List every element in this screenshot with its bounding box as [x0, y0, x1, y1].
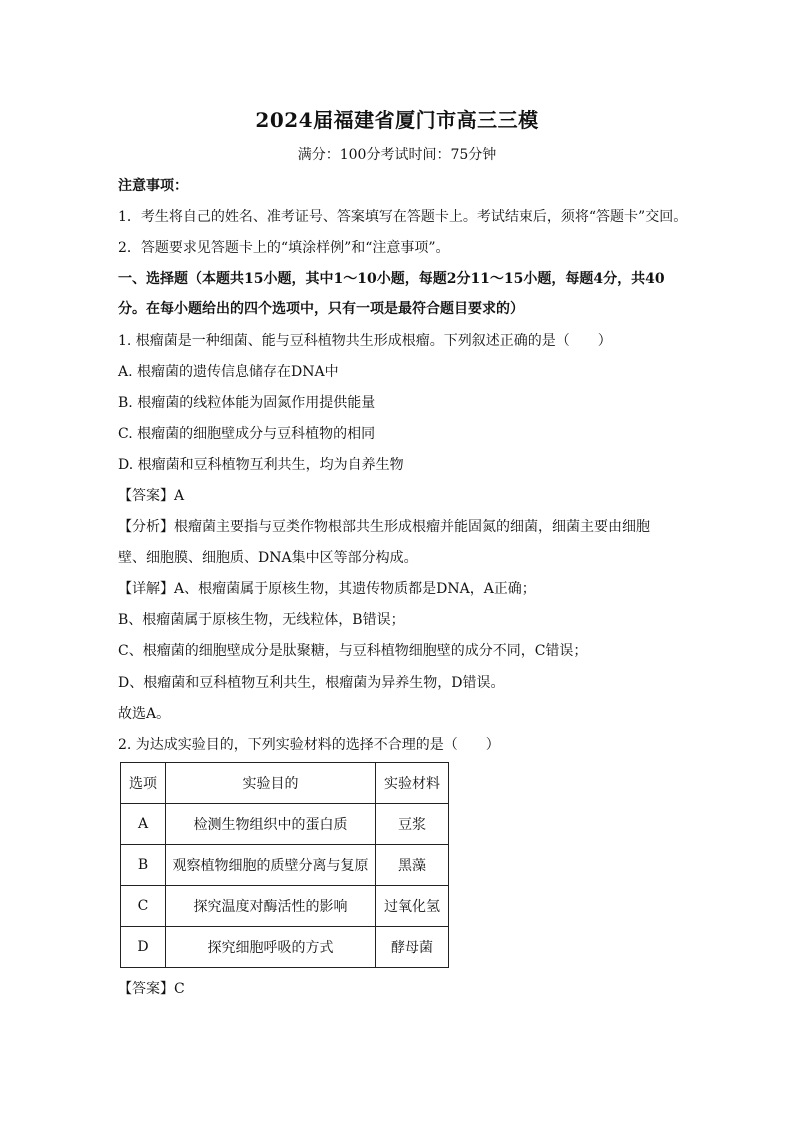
table-row	[121, 804, 449, 845]
table-row	[121, 927, 449, 968]
question-1-conclusion: 故选A。	[118, 706, 171, 722]
table-cell-material: 黑藻	[376, 845, 449, 886]
table-cell-option: D	[121, 927, 166, 968]
table-row	[121, 845, 449, 886]
question-1-detail-d: D、根瘤菌和豆科植物互利共生，根瘤菌为异养生物，D错误。	[118, 675, 505, 691]
question-1-detail-c: C、根瘤菌的细胞壁成分是肽聚糖，与豆科植物细胞壁的成分不同，C错误；	[118, 643, 588, 659]
question-1-analysis-line-1: 【分析】根瘤菌主要指与豆类作物根部共生形成根瘤并能固氮的细菌，细菌主要由细胞	[118, 519, 650, 535]
question-1-option-a: A. 根瘤菌的遗传信息储存在DNA中	[118, 364, 339, 380]
table-cell-purpose: 观察植物细胞的质壁分离与复原	[166, 845, 376, 886]
question-1-detail-a: 【详解】A、根瘤菌属于原核生物，其遗传物质都是DNA，A正确；	[118, 581, 536, 597]
table-header-cell: 实验目的	[166, 763, 376, 804]
exam-score-time: 满分：100分考试时间：75分钟	[297, 147, 497, 163]
question-1-answer: 【答案】A	[118, 488, 185, 504]
question-2-stem: 2. 为达成实验目的，下列实验材料的选择不合理的是（ ）	[118, 737, 500, 753]
table-header-row	[121, 763, 449, 804]
table-cell-purpose: 探究温度对酶活性的影响	[166, 886, 376, 927]
table-cell-purpose: 探究细胞呼吸的方式	[166, 927, 376, 968]
question-1-option-c: C. 根瘤菌的细胞壁成分与豆科植物的相同	[118, 426, 376, 442]
question-1-stem: 1. 根瘤菌是一种细菌、能与豆科植物共生形成根瘤。下列叙述正确的是（ ）	[118, 333, 612, 349]
table-cell-purpose: 检测生物组织中的蛋白质	[166, 804, 376, 845]
question-1-analysis-line-2: 壁、细胞膜、细胞质、DNA集中区等部分构成。	[118, 550, 418, 566]
notice-item-1: 1．考生将自己的姓名、准考证号、答案填写在答题卡上。考试结束后，须将“答题卡”交回。	[118, 209, 688, 225]
section-heading-line-2: 分。在每小题给出的四个选项中，只有一项是最符合题目要求的）	[118, 301, 524, 317]
section-heading-line-1: 一、选择题（本题共15小题，其中1～10小题，每题2分11～15小题，每题4分，共40	[118, 271, 665, 287]
experiment-table	[120, 762, 449, 968]
table-cell-material: 豆浆	[376, 804, 449, 845]
question-1-option-d: D. 根瘤菌和豆科植物互利共生，均为自养生物	[118, 457, 404, 473]
notice-item-2: 2．答题要求见答题卡上的“填涂样例”和“注意事项”。	[118, 240, 450, 256]
table-header-cell: 选项	[121, 763, 166, 804]
notice-heading: 注意事项：	[118, 178, 188, 194]
table-cell-material: 酵母菌	[376, 927, 449, 968]
table-cell-option: A	[121, 804, 166, 845]
table-cell-material: 过氧化氢	[376, 886, 449, 927]
table-cell-option: B	[121, 845, 166, 886]
question-2-answer: 【答案】C	[118, 981, 185, 997]
table-cell-option: C	[121, 886, 166, 927]
question-1-option-b: B. 根瘤菌的线粒体能为固氮作用提供能量	[118, 395, 376, 411]
table-header-cell: 实验材料	[376, 763, 449, 804]
exam-title: 2024届福建省厦门市高三三模	[255, 108, 539, 132]
question-1-detail-b: B、根瘤菌属于原核生物，无线粒体，B错误；	[118, 612, 405, 628]
table-row	[121, 886, 449, 927]
